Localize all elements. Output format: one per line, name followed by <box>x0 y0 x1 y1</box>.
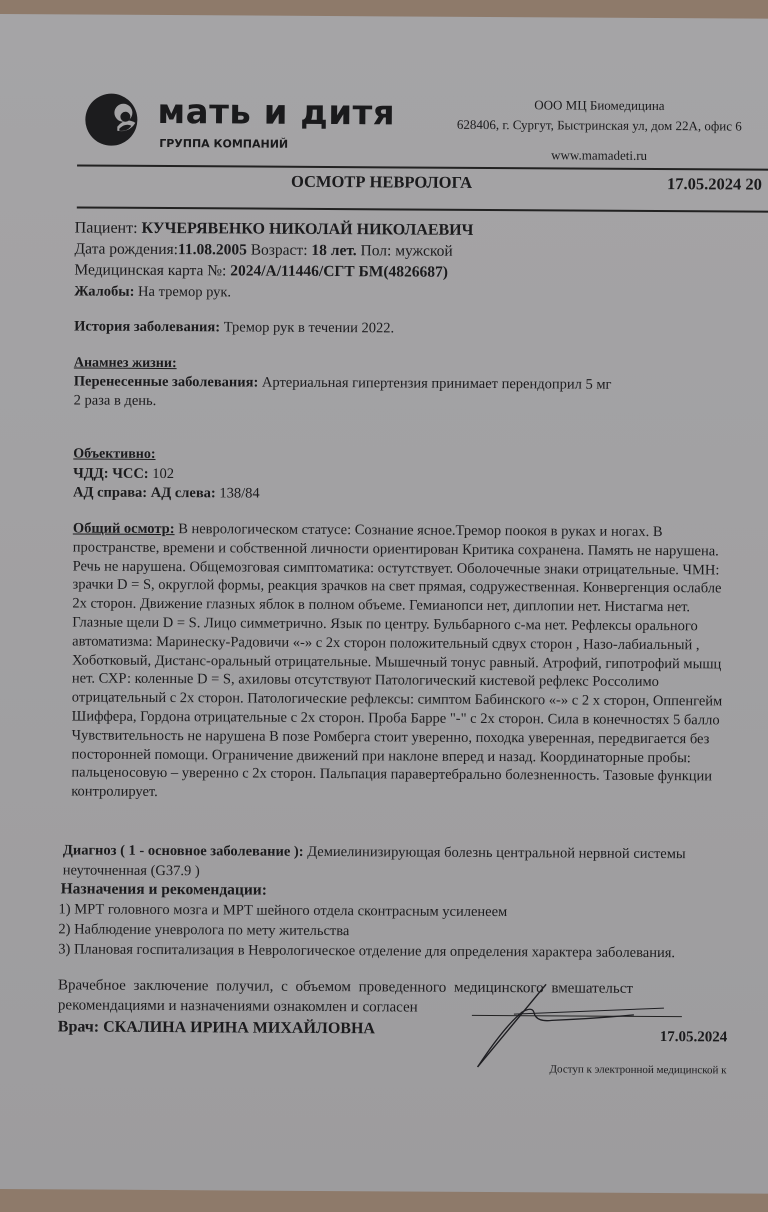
logo-subtitle: ГРУППА КОМПАНИЙ <box>159 136 289 151</box>
patient-name: КУЧЕРЯВЕНКО НИКОЛАЙ НИКОЛАЕВИЧ <box>141 219 474 239</box>
title-divider <box>77 206 768 212</box>
recommendation-item: 2) Наблюдение уневролога по мету жительства <box>58 921 350 940</box>
organization-name: ООО МЦ Биомедицина <box>534 97 665 114</box>
patient-dob-row <box>75 240 453 260</box>
recommendation-item: 3) Плановая госпитализация в Неврологическое отделение для определения характера заболевания. <box>58 941 676 962</box>
diagnosis-row <box>63 841 686 863</box>
patient-name-label: Пациент: <box>74 219 138 237</box>
exam-line: Шиффера, Гордона отрицательные с 2х сторон. Проба Барре "-" с 2х сторон. Сила в конечностях 5 балло <box>71 708 720 729</box>
recommendation-item: 1) МРТ головного мозга и МРТ шейного отдела сконтрасным усиленеем <box>58 901 508 921</box>
diagnosis-text: Демиелинизирующая болезнь центральной нервной системы <box>307 843 686 863</box>
complaints-row <box>74 282 231 301</box>
exam-line: Хоботковый, Дистанс-оральный отрицательные. Мышечный тонус равный. Атрофий, гипотрофий мышц <box>72 652 722 672</box>
bp-left-value: 138/84 <box>219 485 260 502</box>
exam-line: пальценосовую – уверенно с 2х сторон. Пальпация паравертебрально болезненность. Тазовые функции <box>71 764 713 785</box>
general-exam <box>71 519 768 805</box>
exam-line: В неврологическом статусе: Сознание ясное.Тремор поокоя в руках и ногах. В <box>178 521 663 541</box>
diagnosis-label: Диагноз ( 1 - основное заболевание ): <box>62 842 304 860</box>
exam-line: посторонней помощи. Ограничение движений при наклоне вперед и назад. Координаторные пробы: <box>71 746 691 766</box>
dob-value: 11.08.2005 <box>177 241 247 259</box>
footer-note: Доступ к электронной медицинской к <box>549 1063 727 1077</box>
complaints-text: На тремор рук. <box>138 283 232 301</box>
organization-address: 628406, г. Сургут, Быстринская ул, дом 22А, офис 6 <box>456 116 742 134</box>
doctor-row <box>58 1018 375 1038</box>
anamnesis-label: Перенесенные заболевания: <box>73 373 259 391</box>
sex-value: мужской <box>395 242 453 260</box>
history-row <box>74 317 394 337</box>
objective-heading: Объективно: <box>73 446 156 462</box>
document-title: ОСМОТР НЕВРОЛОГА <box>290 171 473 192</box>
exam-line: отрицательный с 2х сторон. Патологические рефлексы: симптом Бабинского «-» с 2 х сторон, Оппенгейм <box>71 689 723 710</box>
exam-line: автоматизма: Маринеску-Радовичи «-» с 2х сторон положительный сдвух сторон , Назо-лабиальный , <box>72 633 700 654</box>
dob-label: Дата рождения: <box>74 240 179 259</box>
exam-line: Чувствительность не нарушена В позе Ромберга стоит уверенно, походка уверенная, передвигается без <box>71 727 710 748</box>
exam-line: пространстве, времени и собственной личности ориентирован Критика сохранена. Память не нарушена. <box>72 539 719 560</box>
consent-line-1: Врачебное заключение получил, с объемом проведенного медицинского вмешательст <box>58 977 633 997</box>
organization-website: www.mamadeti.ru <box>551 147 648 163</box>
patient-name-row <box>75 219 474 239</box>
bp-row <box>73 483 260 502</box>
document-page <box>0 14 768 1194</box>
exam-line: 2х сторон. Движение глазных яблок в полном объеме. Гемианопси нет, диплопии нет. Нистагма нет. <box>72 595 691 616</box>
sex-label: Пол: <box>360 242 392 260</box>
mother-child-logo-icon <box>81 86 143 148</box>
hr-label: ЧСС: <box>112 465 149 482</box>
bp-right-label: АД справа: <box>73 484 148 501</box>
doctor-label: Врач: <box>57 1018 100 1036</box>
vitals-row <box>73 464 174 483</box>
anamnesis-heading: Анамнез жизни: <box>73 355 177 372</box>
rr-label: ЧДД: <box>73 465 109 482</box>
diagnosis-text-cont: неуточненная (G37.9 ) <box>62 862 200 880</box>
complaints-label: Жалобы: <box>74 283 135 300</box>
exam-label: Общий осмотр: <box>72 520 175 538</box>
exam-line: Речь не нарушена. Общемозговая симптоматика: остутствует. Оболочечные знаки отрицательные. ЧМН: <box>72 558 720 578</box>
hr-value: 102 <box>152 465 175 483</box>
doctor-name: СКАЛИНА ИРИНА МИХАЙЛОВНА <box>103 1018 376 1038</box>
anamnesis-text-cont: 2 раза в день. <box>73 392 157 409</box>
history-label: История заболевания: <box>74 318 221 336</box>
exam-line: Глазные щели D = S. Лицо симметрично. Язык по центру. Бульбарного с-ма нет. Рефлексы орального <box>72 614 698 635</box>
exam-line: зрачки D = S, округлой формы, реакция зрачков на свет прямая, содружественная. Конвергенция ослабле <box>72 576 722 597</box>
anamnesis-text: Артериальная гипертензия принимает перендоприл 5 мг <box>261 374 612 393</box>
history-text: Тремор рук в течении 2022. <box>223 319 395 337</box>
card-number: 2024/А/11446/СГТ БМ(4826687) <box>230 262 449 281</box>
card-label: Медицинская карта №: <box>74 261 227 280</box>
consent-line-2: рекомендациями и назначениями ознакомлен и согласен <box>57 997 418 1016</box>
bp-left-label: АД слева: <box>150 484 216 502</box>
signature-icon <box>474 972 675 1073</box>
anamnesis-row <box>74 372 612 393</box>
exam-line: контролирует. <box>71 783 158 801</box>
exam-line: нет. СХР: коленные D = S, ахиловы отсутствуют Патологический кистевой рефлекс Россолимо <box>71 670 659 691</box>
age-value: 18 лет. <box>311 241 357 260</box>
logo-name: мать и дитя <box>157 91 396 134</box>
doctor-date: 17.05.2024 <box>659 1029 728 1046</box>
document-date: 17.05.2024 20 <box>666 174 762 194</box>
medical-card-row <box>74 261 448 281</box>
recommendations-heading: Назначения и рекомендации: <box>60 880 267 899</box>
age-label: Возраст: <box>250 241 308 259</box>
header-divider <box>77 164 768 170</box>
